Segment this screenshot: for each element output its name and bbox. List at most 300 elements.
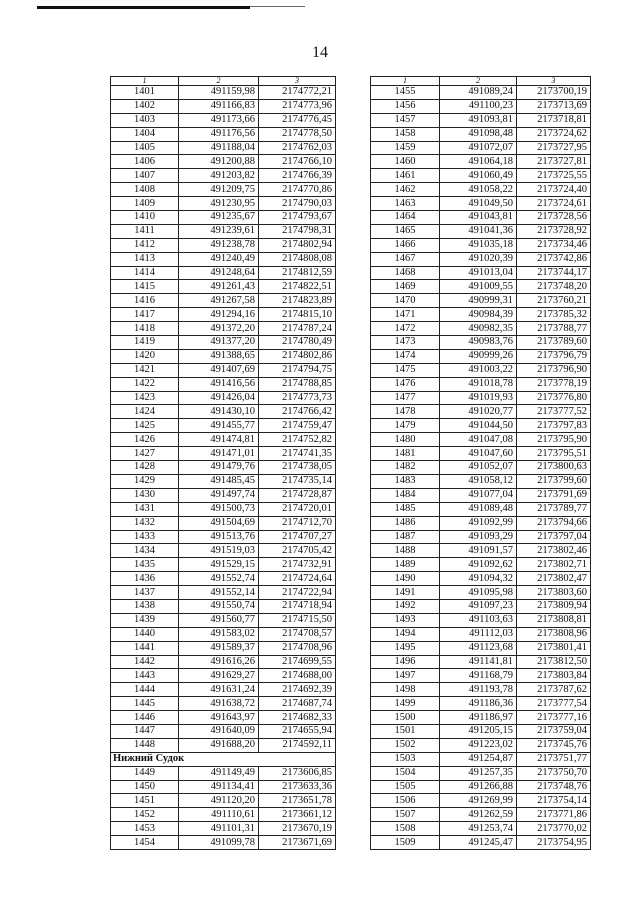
table-row [111,238,336,252]
x-coordinate-cell: 491550,74 [179,599,259,613]
y-coordinate-cell: 2174741,35 [259,447,336,461]
point-number-cell: 1479 [371,419,440,433]
table-row [371,738,591,752]
table-row [371,766,591,780]
x-coordinate-cell: 491238,78 [179,238,259,252]
table-row [371,808,591,822]
x-coordinate-cell: 491426,04 [179,391,259,405]
x-coordinate-cell: 491529,15 [179,558,259,572]
x-coordinate-cell: 491471,01 [179,447,259,461]
y-coordinate-cell: 2173754,95 [517,836,591,850]
y-coordinate-cell: 2174793,67 [259,211,336,225]
point-number-cell: 1406 [111,155,179,169]
point-number-cell: 1426 [111,433,179,447]
y-coordinate-cell: 2173808,96 [517,627,591,641]
column-header-3: 3 [259,77,336,86]
y-coordinate-cell: 2173671,69 [259,836,336,850]
point-number-cell: 1472 [371,322,440,336]
table-row [111,86,336,100]
point-number-cell: 1443 [111,669,179,683]
point-number-cell: 1462 [371,183,440,197]
table-row [371,336,591,350]
x-coordinate-cell: 491500,73 [179,502,259,516]
y-coordinate-cell: 2174720,01 [259,502,336,516]
point-number-cell: 1468 [371,266,440,280]
point-number-cell: 1503 [371,752,440,766]
point-number-cell: 1409 [111,197,179,211]
point-number-cell: 1408 [111,183,179,197]
point-number-cell: 1496 [371,655,440,669]
x-coordinate-cell: 490982,35 [440,322,517,336]
column-header-1: 1 [371,77,440,86]
point-number-cell: 1490 [371,572,440,586]
table-row [371,794,591,808]
y-coordinate-cell: 2173700,19 [517,86,591,100]
point-number-cell: 1424 [111,405,179,419]
x-coordinate-cell: 491134,41 [179,780,259,794]
point-number-cell: 1447 [111,724,179,738]
y-coordinate-cell: 2174759,47 [259,419,336,433]
table-row [371,141,591,155]
y-coordinate-cell: 2173724,40 [517,183,591,197]
column-header-3: 3 [517,77,591,86]
point-number-cell: 1437 [111,586,179,600]
x-coordinate-cell: 491101,31 [179,822,259,836]
y-coordinate-cell: 2174705,42 [259,544,336,558]
point-number-cell: 1497 [371,669,440,683]
x-coordinate-cell: 491149,49 [179,766,259,780]
x-coordinate-cell: 491223,02 [440,738,517,752]
y-coordinate-cell: 2174766,10 [259,155,336,169]
point-number-cell: 1436 [111,572,179,586]
x-coordinate-cell: 491257,35 [440,766,517,780]
x-coordinate-cell: 491077,04 [440,488,517,502]
table-row [371,99,591,113]
y-coordinate-cell: 2174735,14 [259,474,336,488]
table-row [111,711,336,725]
point-number-cell: 1498 [371,683,440,697]
table-row [371,461,591,475]
point-number-cell: 1469 [371,280,440,294]
point-number-cell: 1480 [371,433,440,447]
point-number-cell: 1454 [111,836,179,850]
table-row [111,669,336,683]
point-number-cell: 1467 [371,252,440,266]
y-coordinate-cell: 2174732,91 [259,558,336,572]
y-coordinate-cell: 2174776,45 [259,113,336,127]
y-coordinate-cell: 2173745,76 [517,738,591,752]
x-coordinate-cell: 491388,65 [179,349,259,363]
table-row [111,155,336,169]
table-row [371,488,591,502]
table-row [111,627,336,641]
point-number-cell: 1482 [371,461,440,475]
x-coordinate-cell: 491120,20 [179,794,259,808]
x-coordinate-cell: 491205,15 [440,724,517,738]
point-number-cell: 1407 [111,169,179,183]
point-number-cell: 1423 [111,391,179,405]
y-coordinate-cell: 2174728,87 [259,488,336,502]
x-coordinate-cell: 491003,22 [440,363,517,377]
point-number-cell: 1419 [111,336,179,350]
point-number-cell: 1430 [111,488,179,502]
point-number-cell: 1422 [111,377,179,391]
y-coordinate-cell: 2174812,59 [259,266,336,280]
table-row [111,197,336,211]
y-coordinate-cell: 2173606,85 [259,766,336,780]
table-row [371,655,591,669]
x-coordinate-cell: 491631,24 [179,683,259,697]
x-coordinate-cell: 491058,22 [440,183,517,197]
y-coordinate-cell: 2174707,27 [259,530,336,544]
y-coordinate-cell: 2174688,00 [259,669,336,683]
table-header-row [111,77,336,86]
page-number: 14 [312,44,328,61]
table-row [371,780,591,794]
x-coordinate-cell: 491240,49 [179,252,259,266]
x-coordinate-cell: 491112,03 [440,627,517,641]
table-row [371,447,591,461]
point-number-cell: 1459 [371,141,440,155]
table-row [111,224,336,238]
point-number-cell: 1434 [111,544,179,558]
point-number-cell: 1433 [111,530,179,544]
table-body-left [111,86,336,850]
x-coordinate-cell: 491248,64 [179,266,259,280]
table-row [371,377,591,391]
y-coordinate-cell: 2174794,75 [259,363,336,377]
y-coordinate-cell: 2173754,14 [517,794,591,808]
y-coordinate-cell: 2173771,86 [517,808,591,822]
x-coordinate-cell: 491430,10 [179,405,259,419]
y-coordinate-cell: 2173785,32 [517,308,591,322]
y-coordinate-cell: 2174773,73 [259,391,336,405]
table-row [371,308,591,322]
point-number-cell: 1484 [371,488,440,502]
point-number-cell: 1417 [111,308,179,322]
x-coordinate-cell: 491416,56 [179,377,259,391]
y-coordinate-cell: 2173742,86 [517,252,591,266]
y-coordinate-cell: 2174808,08 [259,252,336,266]
point-number-cell: 1494 [371,627,440,641]
x-coordinate-cell: 491009,55 [440,280,517,294]
point-number-cell: 1414 [111,266,179,280]
point-number-cell: 1405 [111,141,179,155]
point-number-cell: 1499 [371,697,440,711]
table-row [371,613,591,627]
x-coordinate-cell: 491560,77 [179,613,259,627]
point-number-cell: 1415 [111,280,179,294]
point-number-cell: 1425 [111,419,179,433]
table-row [111,544,336,558]
point-number-cell: 1439 [111,613,179,627]
y-coordinate-cell: 2173803,60 [517,586,591,600]
table-row [371,516,591,530]
y-coordinate-cell: 2173796,79 [517,349,591,363]
table-row [111,127,336,141]
point-number-cell: 1495 [371,641,440,655]
x-coordinate-cell: 491049,50 [440,197,517,211]
x-coordinate-cell: 491455,77 [179,419,259,433]
y-coordinate-cell: 2173789,77 [517,502,591,516]
table-row [111,599,336,613]
table-row [371,266,591,280]
x-coordinate-cell: 491168,79 [440,669,517,683]
x-coordinate-cell: 491519,03 [179,544,259,558]
x-coordinate-cell: 491141,81 [440,655,517,669]
column-header-1: 1 [111,77,179,86]
x-coordinate-cell: 491099,78 [179,836,259,850]
y-coordinate-cell: 2174722,94 [259,586,336,600]
table-row [111,183,336,197]
x-coordinate-cell: 491266,88 [440,780,517,794]
x-coordinate-cell: 491123,68 [440,641,517,655]
x-coordinate-cell: 491479,76 [179,461,259,475]
table-row [371,697,591,711]
table-row [111,461,336,475]
table-row [111,808,336,822]
point-number-cell: 1502 [371,738,440,752]
y-coordinate-cell: 2174592,11 [259,738,336,752]
x-coordinate-cell: 491041,36 [440,224,517,238]
table-body-right [371,86,591,850]
table-row [371,363,591,377]
table-row [371,391,591,405]
y-coordinate-cell: 2174802,86 [259,349,336,363]
x-coordinate-cell: 491092,62 [440,558,517,572]
x-coordinate-cell: 491093,81 [440,113,517,127]
point-number-cell: 1418 [111,322,179,336]
x-coordinate-cell: 491497,74 [179,488,259,502]
point-number-cell: 1450 [111,780,179,794]
point-number-cell: 1453 [111,822,179,836]
point-number-cell: 1444 [111,683,179,697]
point-number-cell: 1427 [111,447,179,461]
point-number-cell: 1486 [371,516,440,530]
table-row [371,711,591,725]
table-row [111,113,336,127]
y-coordinate-cell: 2173799,60 [517,474,591,488]
point-number-cell: 1471 [371,308,440,322]
x-coordinate-cell: 491100,23 [440,99,517,113]
table-row [111,308,336,322]
y-coordinate-cell: 2174815,10 [259,308,336,322]
coordinates-table-right [370,76,591,850]
x-coordinate-cell: 491254,87 [440,752,517,766]
table-row [111,530,336,544]
point-number-cell: 1508 [371,822,440,836]
y-coordinate-cell: 2174687,74 [259,697,336,711]
x-coordinate-cell: 491269,99 [440,794,517,808]
table-row [371,530,591,544]
point-number-cell: 1438 [111,599,179,613]
y-coordinate-cell: 2173651,78 [259,794,336,808]
x-coordinate-cell: 491294,16 [179,308,259,322]
x-coordinate-cell: 491110,61 [179,808,259,822]
point-number-cell: 1421 [111,363,179,377]
table-row [371,211,591,225]
point-number-cell: 1461 [371,169,440,183]
point-number-cell: 1504 [371,766,440,780]
table-row [111,516,336,530]
table-row [371,294,591,308]
y-coordinate-cell: 2173713,69 [517,99,591,113]
y-coordinate-cell: 2174724,64 [259,572,336,586]
y-coordinate-cell: 2174738,05 [259,461,336,475]
table-header-row [371,77,591,86]
y-coordinate-cell: 2173808,81 [517,613,591,627]
table-row [371,558,591,572]
table-row [111,266,336,280]
point-number-cell: 1416 [111,294,179,308]
y-coordinate-cell: 2174802,94 [259,238,336,252]
table-row [111,169,336,183]
point-number-cell: 1505 [371,780,440,794]
point-number-cell: 1501 [371,724,440,738]
table-row [371,474,591,488]
x-coordinate-cell: 491230,95 [179,197,259,211]
table-row [111,794,336,808]
y-coordinate-cell: 2174655,94 [259,724,336,738]
x-coordinate-cell: 491060,49 [440,169,517,183]
table-row [111,766,336,780]
y-coordinate-cell: 2173770,02 [517,822,591,836]
x-coordinate-cell: 491262,59 [440,808,517,822]
point-number-cell: 1448 [111,738,179,752]
point-number-cell: 1457 [371,113,440,127]
section-row [111,752,336,766]
y-coordinate-cell: 2173670,19 [259,822,336,836]
table-row [111,294,336,308]
table-row [111,433,336,447]
x-coordinate-cell: 490999,31 [440,294,517,308]
x-coordinate-cell: 491245,47 [440,836,517,850]
point-number-cell: 1431 [111,502,179,516]
x-coordinate-cell: 491203,82 [179,169,259,183]
y-coordinate-cell: 2174772,21 [259,86,336,100]
point-number-cell: 1449 [111,766,179,780]
table-row [371,572,591,586]
y-coordinate-cell: 2173794,66 [517,516,591,530]
x-coordinate-cell: 491072,07 [440,141,517,155]
y-coordinate-cell: 2174788,85 [259,377,336,391]
table-row [371,224,591,238]
x-coordinate-cell: 491688,20 [179,738,259,752]
table-row [111,683,336,697]
y-coordinate-cell: 2174718,94 [259,599,336,613]
x-coordinate-cell: 491064,18 [440,155,517,169]
x-coordinate-cell: 491092,99 [440,516,517,530]
y-coordinate-cell: 2173777,16 [517,711,591,725]
y-coordinate-cell: 2173796,90 [517,363,591,377]
x-coordinate-cell: 491089,48 [440,502,517,516]
y-coordinate-cell: 2173791,69 [517,488,591,502]
y-coordinate-cell: 2173803,84 [517,669,591,683]
table-row [111,99,336,113]
y-coordinate-cell: 2173751,77 [517,752,591,766]
table-row [371,113,591,127]
x-coordinate-cell: 491052,07 [440,461,517,475]
x-coordinate-cell: 490983,76 [440,336,517,350]
table-row [111,836,336,850]
y-coordinate-cell: 2174798,31 [259,224,336,238]
x-coordinate-cell: 491089,24 [440,86,517,100]
point-number-cell: 1411 [111,224,179,238]
y-coordinate-cell: 2174712,70 [259,516,336,530]
point-number-cell: 1456 [371,99,440,113]
x-coordinate-cell: 491047,08 [440,433,517,447]
point-number-cell: 1491 [371,586,440,600]
x-coordinate-cell: 491091,57 [440,544,517,558]
y-coordinate-cell: 2173778,19 [517,377,591,391]
y-coordinate-cell: 2174822,51 [259,280,336,294]
x-coordinate-cell: 491474,81 [179,433,259,447]
y-coordinate-cell: 2173725,55 [517,169,591,183]
point-number-cell: 1463 [371,197,440,211]
table-row [111,488,336,502]
y-coordinate-cell: 2173727,81 [517,155,591,169]
point-number-cell: 1429 [111,474,179,488]
table-row [371,169,591,183]
table-row [371,641,591,655]
table-row [111,613,336,627]
table-row [371,322,591,336]
y-coordinate-cell: 2173809,94 [517,599,591,613]
x-coordinate-cell: 491239,61 [179,224,259,238]
y-coordinate-cell: 2173788,77 [517,322,591,336]
x-coordinate-cell: 491186,36 [440,697,517,711]
x-coordinate-cell: 491377,20 [179,336,259,350]
point-number-cell: 1401 [111,86,179,100]
x-coordinate-cell: 491485,45 [179,474,259,488]
point-number-cell: 1441 [111,641,179,655]
point-number-cell: 1473 [371,336,440,350]
x-coordinate-cell: 491267,58 [179,294,259,308]
y-coordinate-cell: 2174778,50 [259,127,336,141]
table-row [111,322,336,336]
y-coordinate-cell: 2174780,49 [259,336,336,350]
table-row [111,363,336,377]
point-number-cell: 1412 [111,238,179,252]
section-title: Нижний Судок [111,752,336,766]
y-coordinate-cell: 2173801,41 [517,641,591,655]
y-coordinate-cell: 2173661,12 [259,808,336,822]
point-number-cell: 1452 [111,808,179,822]
point-number-cell: 1451 [111,794,179,808]
table-row [371,197,591,211]
y-coordinate-cell: 2173750,70 [517,766,591,780]
table-row [111,405,336,419]
table-row [371,586,591,600]
x-coordinate-cell: 491638,72 [179,697,259,711]
point-number-cell: 1474 [371,349,440,363]
table-row [111,447,336,461]
point-number-cell: 1477 [371,391,440,405]
y-coordinate-cell: 2173744,17 [517,266,591,280]
y-coordinate-cell: 2173734,46 [517,238,591,252]
y-coordinate-cell: 2173718,81 [517,113,591,127]
x-coordinate-cell: 491193,78 [440,683,517,697]
y-coordinate-cell: 2174762,03 [259,141,336,155]
point-number-cell: 1445 [111,697,179,711]
table-row [111,738,336,752]
y-coordinate-cell: 2174708,57 [259,627,336,641]
x-coordinate-cell: 491589,37 [179,641,259,655]
y-coordinate-cell: 2174766,39 [259,169,336,183]
x-coordinate-cell: 491047,60 [440,447,517,461]
table-row [111,641,336,655]
point-number-cell: 1404 [111,127,179,141]
